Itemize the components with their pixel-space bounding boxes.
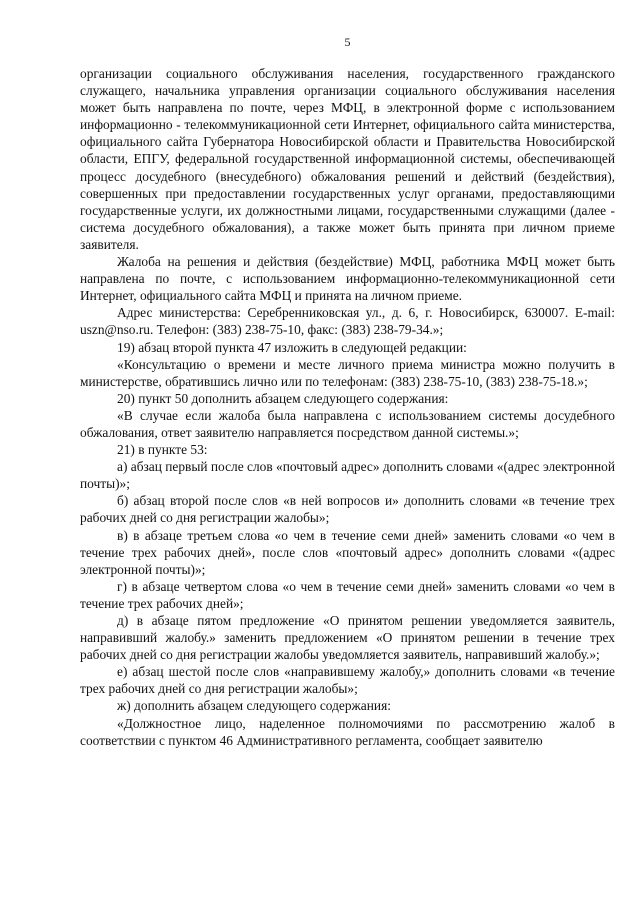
paragraph: б) абзац второй после слов «в ней вопросов и» дополнить словами «в течение трех рабочих дней со дня регистрации жалобы»;	[80, 493, 615, 526]
paragraph: е) абзац шестой после слов «направившему жалобу,» дополнить словами «в течение трех рабочих дней со дня регистрации жалобы»;	[80, 664, 615, 697]
paragraph: «Консультацию о времени и месте личного приема министра можно получить в министерстве, обратившись лично или по телефонам: (383) 238-75-10, (383) 238-75-18.»;	[80, 356, 615, 389]
paragraph: 20) пункт 50 дополнить абзацем следующего содержания:	[117, 390, 449, 406]
paragraph: а) абзац первый после слов «почтовый адрес» дополнить словами «(адрес электронной почты)»;	[80, 459, 616, 492]
paragraph: Адрес министерства: Серебренниковская ул., д. 6, г. Новосибирск, 630007. E-mail: uszn@nso.ru. Телефон: (383) 238-75-10, факс: (383) 238-79-34.»;	[80, 305, 615, 338]
paragraph: 21) в пункте 53:	[117, 442, 208, 458]
page-number: 5	[344, 35, 351, 49]
paragraph: д) в абзаце пятом предложение «О принятом решении уведомляется заявитель, направивший жалобу.» заменить предложением «О принятом решении в течение трех рабочих дней со дня регистрации жалобы уведомляется заявитель, направивший жалобу.»;	[80, 613, 615, 663]
paragraph: в) в абзаце третьем слова «о чем в течение семи дней» заменить словами «о чем в течение трех рабочих дней», после слов «почтовый адрес» дополнить словами «(адрес электронной почты)»;	[80, 527, 615, 577]
paragraph: организации социального обслуживания населения, государственного гражданского служащего, начальника управления организации социального обслуживания населения может быть направлена по почте, через МФЦ, в электронной форме с использованием информационно - телекоммуникационной сети Интернет, официального сайта министерства, официального сайта Губернатора Новосибирской области и Правительства Новосибирской области, ЕПГУ, федеральной государственной информационной системы, обеспечивающей процесс досудебного (внесудебного) обжалования решений и действий (бездействия), совершенных при предоставлении государственных услуг органами, предоставляющими государственные услуги, их должностными лицами, государственными служащими (далее - система досудебного обжалования), а также может быть принята при личном приеме заявителя.	[80, 66, 615, 252]
document-body	[80, 65, 615, 749]
paragraph: «В случае если жалоба была направлена с использованием системы досудебного обжалования, ответ заявителю направляется посредством данной системы.»;	[80, 407, 615, 440]
paragraph: 19) абзац второй пункта 47 изложить в следующей редакции:	[117, 339, 467, 355]
paragraph: ж) дополнить абзацем следующего содержания:	[117, 698, 391, 714]
paragraph: г) в абзаце четвертом слова «о чем в течение семи дней» заменить словами «о чем в течение трех рабочих дней»;	[80, 578, 615, 611]
paragraph: «Должностное лицо, наделенное полномочиями по рассмотрению жалоб в соответствии с пунктом 46 Административного регламента, сообщает заявителю	[80, 715, 615, 748]
paragraph: Жалоба на решения и действия (бездействие) МФЦ, работника МФЦ может быть направлена по почте, с использованием информационно-телекоммуникационной сети Интернет, официального сайта МФЦ и принята на личном приеме.	[80, 254, 615, 304]
